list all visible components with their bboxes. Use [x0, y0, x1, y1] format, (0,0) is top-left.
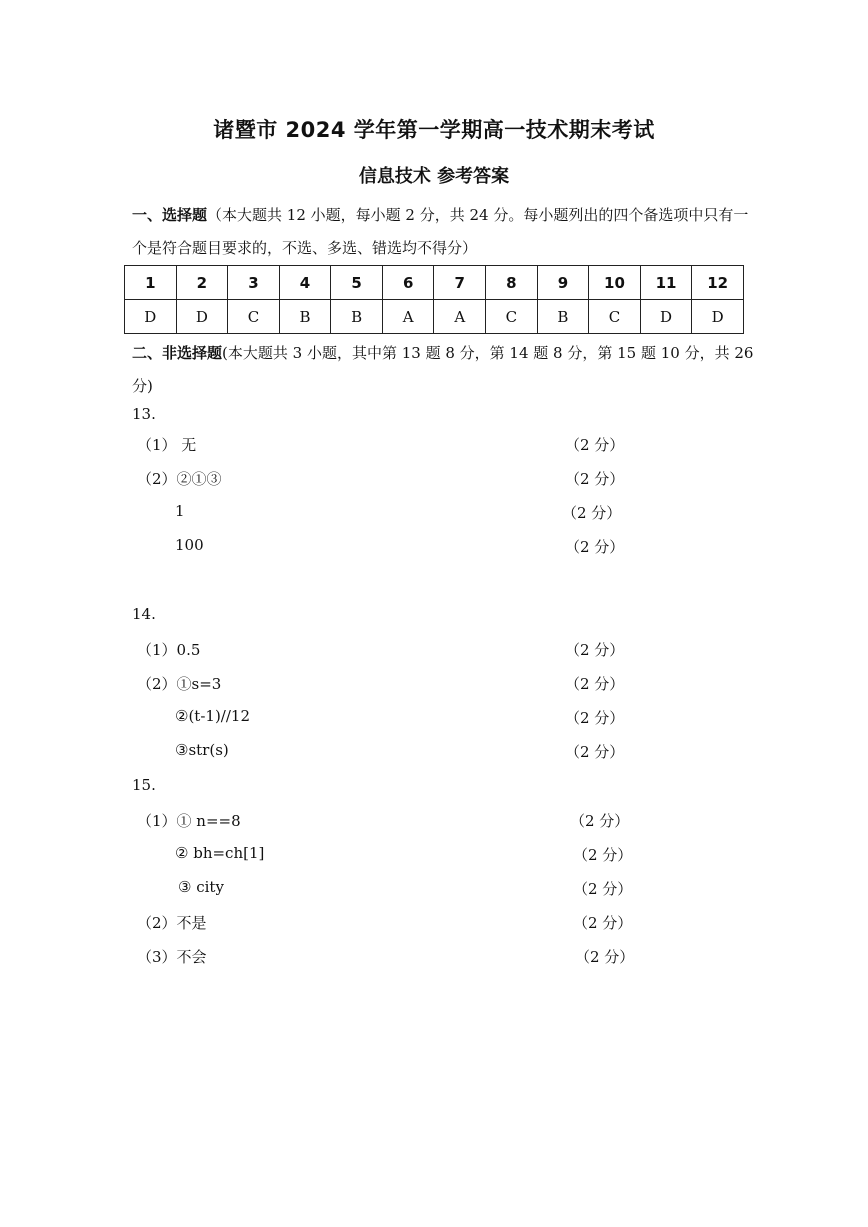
question-number-cell: 11 — [640, 266, 692, 300]
section2-intro — [132, 337, 762, 403]
question-number-cell: 3 — [228, 266, 280, 300]
question-number-cell: 10 — [589, 266, 641, 300]
q14-score: （2 分） — [565, 743, 625, 761]
q13-score: （2 分） — [562, 504, 622, 522]
question-number-cell: 2 — [176, 266, 228, 300]
section2-heading: 二、非选择题 — [132, 344, 223, 362]
q14-answer-line: （2）①s=3 — [137, 675, 222, 693]
answer-cell: D — [125, 300, 177, 334]
answer-cell: D — [640, 300, 692, 334]
answer-cell: B — [537, 300, 589, 334]
answer-table-number-row — [125, 266, 744, 300]
question-number-cell: 9 — [537, 266, 589, 300]
question-number-cell: 4 — [279, 266, 331, 300]
q14-score: （2 分） — [565, 641, 625, 659]
section1-heading: 一、选择题 — [132, 206, 208, 224]
q15-answer-line: ② bh=ch[1] — [175, 844, 265, 862]
answer-cell: A — [382, 300, 434, 334]
answer-table — [124, 265, 744, 334]
q15-score: （2 分） — [570, 812, 630, 830]
question-number-cell: 8 — [486, 266, 538, 300]
q13-score: （2 分） — [565, 436, 625, 454]
q15-score: （2 分） — [573, 880, 633, 898]
q15-answer-line: ③ city — [178, 878, 224, 896]
q15-answer-line: （1）① n==8 — [137, 812, 241, 830]
q15-score: （2 分） — [573, 914, 633, 932]
q13-answer-line: 100 — [175, 536, 204, 554]
answer-cell: C — [486, 300, 538, 334]
q15-answer-line: （3）不会 — [137, 948, 207, 966]
q15-score: （2 分） — [573, 846, 633, 864]
answer-cell: D — [692, 300, 744, 334]
answer-cell: B — [331, 300, 383, 334]
document-subtitle: 信息技术 参考答案 — [358, 166, 510, 187]
answer-cell: A — [434, 300, 486, 334]
section2-desc: (本大题共 3 小题，其中第 13 题 8 分，第 14 题 8 分，第 15 题 10 分，共 26 分) — [132, 344, 754, 395]
question-number-cell: 7 — [434, 266, 486, 300]
q14-answer-line: （1）0.5 — [137, 641, 201, 659]
q15-answer-line: （2）不是 — [137, 914, 207, 932]
q13-score: （2 分） — [565, 470, 625, 488]
q13-label: 13. — [132, 405, 156, 423]
question-number-cell: 1 — [125, 266, 177, 300]
q13-answer-line: （1） 无 — [137, 436, 197, 454]
q14-answer-line: ②(t-1)//12 — [175, 707, 250, 725]
q14-answer-line: ③str(s) — [175, 741, 229, 759]
q14-label: 14. — [132, 605, 156, 623]
q14-score: （2 分） — [565, 675, 625, 693]
q13-score: （2 分） — [565, 538, 625, 556]
answer-cell: C — [228, 300, 280, 334]
q15-score: （2 分） — [575, 948, 635, 966]
q13-answer-line: 1 — [175, 502, 185, 520]
section1-desc: （本大题共 12 小题，每小题 2 分，共 24 分。每小题列出的四个备选项中只有一个是符合题目要求的，不选、多选、错选均不得分） — [132, 206, 749, 257]
q14-score: （2 分） — [565, 709, 625, 727]
question-number-cell: 6 — [382, 266, 434, 300]
q15-label: 15. — [132, 776, 156, 794]
document-title: 诸暨市 2024 学年第一学期高一技术期末考试 — [213, 118, 655, 142]
question-number-cell: 5 — [331, 266, 383, 300]
section1-intro — [132, 199, 762, 265]
answer-cell: B — [279, 300, 331, 334]
q13-answer-line: （2）②①③ — [137, 470, 222, 488]
answer-cell: C — [589, 300, 641, 334]
question-number-cell: 12 — [692, 266, 744, 300]
answer-cell: D — [176, 300, 228, 334]
answer-table-answer-row — [125, 300, 744, 334]
